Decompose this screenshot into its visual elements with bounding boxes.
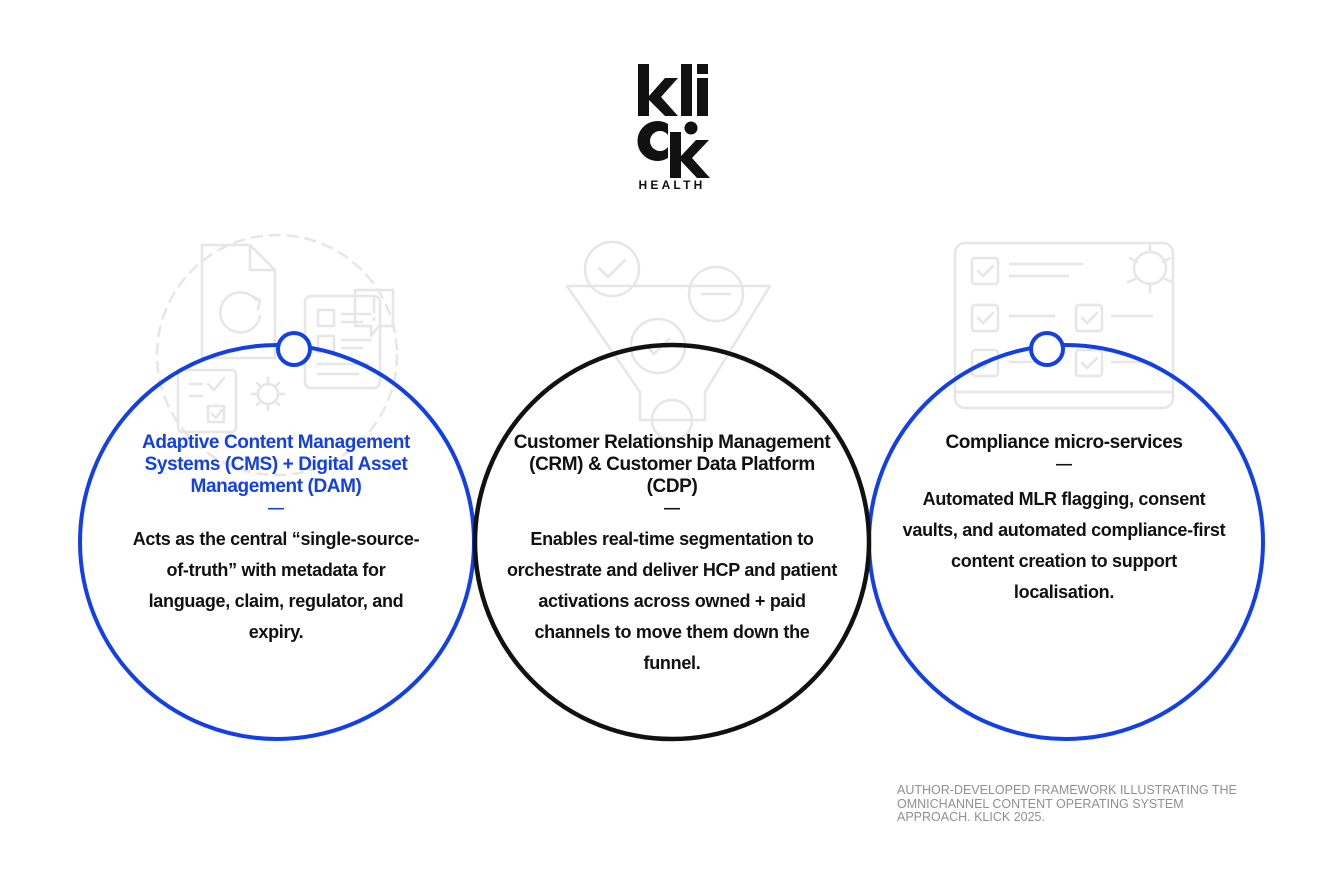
column-cms-dam	[130, 432, 422, 648]
column-dash: —	[664, 500, 680, 517]
column-dash: —	[1056, 456, 1072, 473]
column-body: Automated MLR flagging, consent vaults, and automated compliance-first content creation to support localisation.	[902, 489, 1226, 602]
column-dash: —	[268, 500, 284, 517]
column-compliance	[900, 432, 1228, 608]
klick-health-logo	[622, 58, 722, 198]
figure-caption: AUTHOR-DEVELOPED FRAMEWORK ILLUSTRATING THE OMNICHANNEL CONTENT OPERATING SYSTEM APPROACH. KLICK 2025.	[897, 783, 1237, 824]
cms-dam-knob	[278, 333, 310, 365]
column-title: Compliance micro-services	[945, 432, 1183, 453]
funnel-check-icon	[567, 242, 770, 440]
checklist-monitor-icon	[955, 243, 1173, 408]
column-title: Adaptive Content Management Systems (CMS) + Digital Asset Management (DAM)	[142, 432, 410, 497]
column-crm-cdp	[504, 432, 840, 679]
compliance-knob	[1031, 333, 1063, 365]
column-body: Enables real-time segmentation to orchestrate and deliver HCP and patient activations across owned + paid channels to move them down the funnel.	[506, 529, 838, 673]
column-body: Acts as the central “single-source-of-truth” with metadata for language, claim, regulator, and expiry.	[132, 529, 420, 642]
logo-subtitle: HEALTH	[638, 178, 706, 192]
column-title: Customer Relationship Management (CRM) & Customer Data Platform (CDP)	[513, 432, 831, 497]
